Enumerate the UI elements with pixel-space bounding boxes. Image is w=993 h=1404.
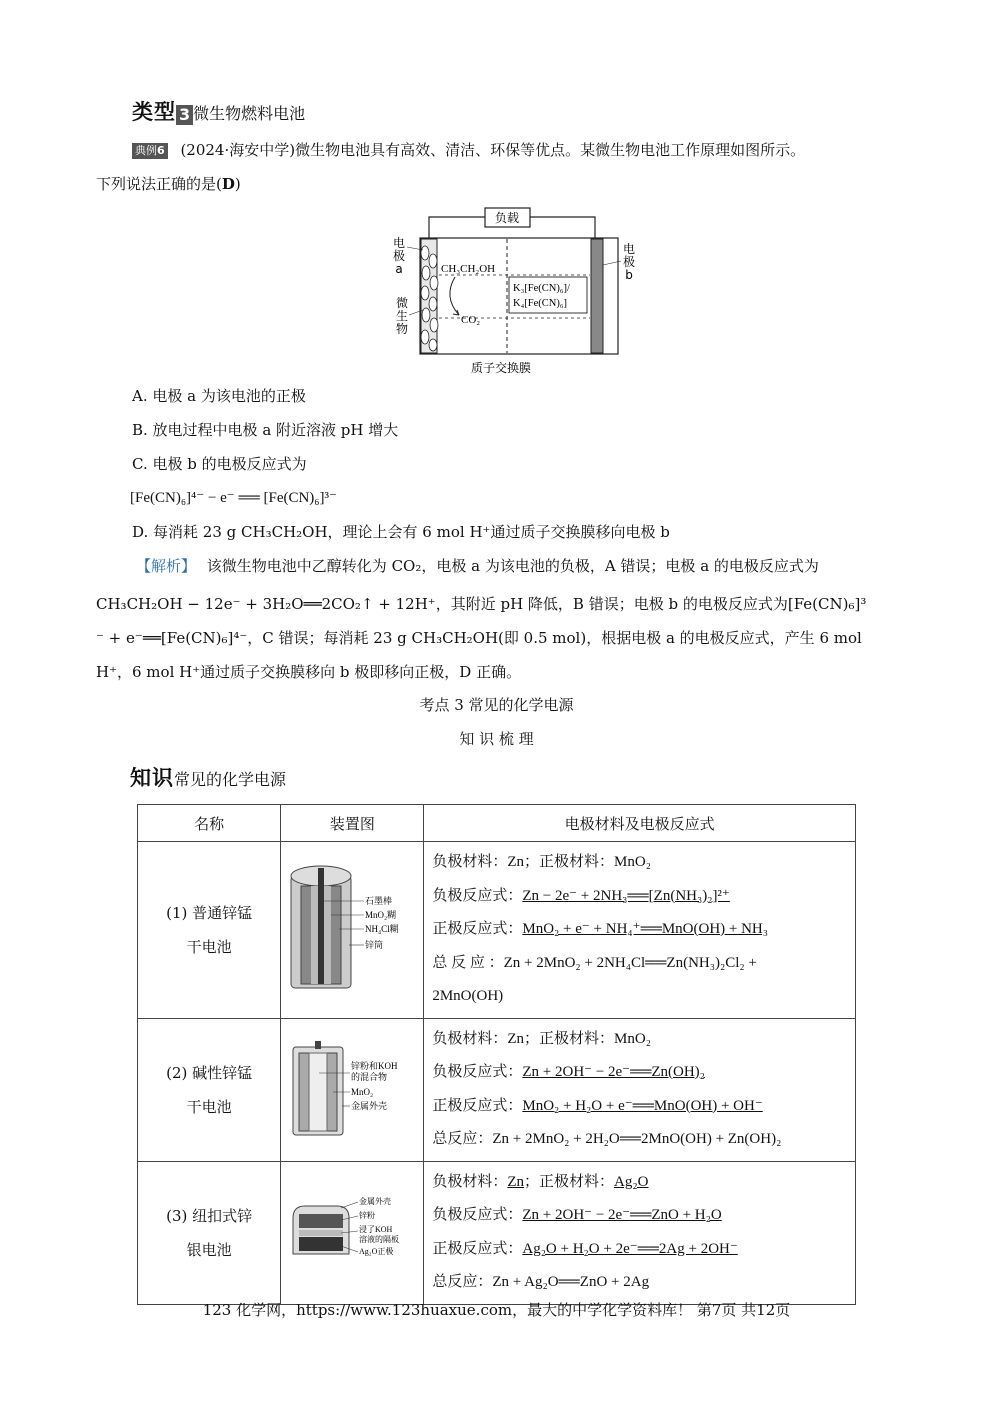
- ethanol-label: CH₃CH₂OH: [441, 263, 496, 275]
- section-big-label: 类型: [132, 99, 176, 124]
- battery-name: (2) 碱性锌锰 干电池: [138, 1018, 281, 1161]
- header-reactions: 电极材料及电极反应式: [424, 805, 856, 842]
- button-cell-figure: [285, 1176, 419, 1286]
- ferrocyanide-label: K₄[Fe(CN)₆]: [513, 298, 567, 309]
- fig-label-mixture: 的混合物: [351, 1071, 388, 1082]
- electrode-a-label-1: 电: [392, 236, 406, 250]
- battery-figure-cell: [281, 1161, 424, 1304]
- analysis-line4: H⁺，6 mol H⁺通过质子交换膜移向 b 极即移向正极，D 正确。: [96, 663, 522, 681]
- example-tag: 典例6: [132, 143, 168, 159]
- fig-label-zinc-can: 锌筒: [365, 939, 384, 950]
- header-figure: 装置图: [281, 805, 424, 842]
- reaction-cell: [424, 1018, 856, 1161]
- page-footer: 123 化学网，https://www.123huaxue.com，最大的中学化学资料库！ 第7页 共12页: [202, 1301, 791, 1319]
- load-label: 负载: [494, 211, 520, 225]
- membrane-label: 质子交换膜: [470, 361, 532, 375]
- knowledge-title: 常见的化学电源: [174, 770, 287, 789]
- electrode-materials: 负极材料：Zn；正极材料：MnO₂: [432, 1030, 651, 1047]
- positive-reaction: 正极反应式：Ag₂O + H₂O + 2e⁻══2Ag + 2OH⁻: [432, 1240, 738, 1257]
- example-stem-line2: 下列说法正确的是(D): [96, 175, 241, 193]
- option-a: A. 电极 a 为该电池的正极: [132, 387, 306, 405]
- fig-label-koh-soaked: 浸了KOH: [359, 1224, 393, 1234]
- total-reaction: 总 反 应 ：Zn + 2MnO₂ + 2NH₄Cl══Zn(NH₃)₂Cl₂ +: [432, 954, 757, 971]
- reaction-cell: [424, 1161, 856, 1304]
- negative-reaction: 负极反应式：Zn − 2e⁻ + 2NH₃══[Zn(NH₃)₂]²⁺: [432, 887, 730, 904]
- battery-name: (1) 普通锌锰 干电池: [138, 842, 281, 1019]
- fig-label-zinc-koh: 锌粉和KOH: [351, 1060, 398, 1071]
- battery-figure-cell: [281, 842, 424, 1019]
- electrode-b-label-2: 极: [622, 255, 636, 269]
- knowledge-big-label: 知识: [130, 765, 174, 790]
- knowledge-review-title: 知 识 梳 理: [459, 730, 534, 748]
- table-row: [138, 1018, 856, 1161]
- microbe-label-3: 物: [395, 322, 409, 336]
- microbe-label-2: 生: [395, 309, 409, 323]
- total-reaction: 总反应：Zn + 2MnO₂ + 2H₂O══2MnO(OH) + Zn(OH)₂: [432, 1131, 782, 1147]
- section-number-badge: 3: [176, 105, 193, 125]
- electrode-materials: 负极材料：Zn；正极材料：MnO₂: [432, 854, 651, 870]
- option-d: D. 每消耗 23 g CH₃CH₂OH，理论上会有 6 mol H⁺通过质子交换膜移向电极 b: [132, 523, 670, 541]
- ferricyanide-label: K₃[Fe(CN)₆]/: [513, 283, 570, 294]
- table-header-row: [138, 805, 856, 842]
- positive-reaction: 正极反应式：MnO₂ + H₂O + e⁻══MnO(OH) + OH⁻: [432, 1097, 763, 1114]
- header-name: 名称: [138, 805, 281, 842]
- section-title: 微生物燃料电池: [193, 104, 306, 123]
- electrode-a-label-3: a: [395, 262, 403, 276]
- positive-reaction: 正极反应式：MnO₂ + e⁻ + NH₄⁺══MnO(OH) + NH₃: [432, 921, 768, 937]
- negative-reaction: 负极反应式：Zn + 2OH⁻ − 2e⁻══Zn(OH)₂: [432, 1064, 705, 1080]
- co2-label: CO₂: [461, 314, 481, 326]
- analysis-line1: [136, 556, 819, 576]
- alkaline-cell-figure: [285, 1033, 419, 1143]
- knowledge-heading: [130, 762, 286, 792]
- total-reaction-cont: 2MnO(OH): [432, 988, 504, 1004]
- electrode-a-label-2: 极: [392, 249, 406, 263]
- option-c-equation: [Fe(CN)₆]⁴⁻ − e⁻ ══ [Fe(CN)₆]³⁻: [130, 490, 337, 506]
- fig-label-metal-shell: 金属外壳: [359, 1196, 392, 1206]
- example-stem-text: (2024·海安中学)微生物电池具有高效、清洁、环保等优点。某微生物电池工作原理如图所示。: [180, 141, 806, 159]
- fig-label-zinc-powder: 锌粉: [359, 1210, 376, 1220]
- battery-table: [137, 804, 856, 1305]
- fig-label-mno2-paste: MnO₂糊: [365, 909, 397, 920]
- reaction-cell: [424, 842, 856, 1019]
- zinc-manganese-dry-cell-figure: [285, 858, 419, 998]
- electrode-materials: 负极材料：Zn；正极材料：Ag₂O: [432, 1173, 649, 1190]
- total-reaction: 总反应：Zn + Ag₂O══ZnO + 2Ag: [432, 1274, 650, 1290]
- example-stem-line1: [132, 140, 805, 160]
- microbe-label-1: 微: [395, 296, 409, 310]
- electrode-b-label-3: b: [625, 268, 633, 282]
- kaodian-title: 考点 3 常见的化学电源: [419, 696, 574, 714]
- fig-label-separator: 溶液的隔板: [359, 1234, 400, 1244]
- battery-name: (3) 纽扣式锌 银电池: [138, 1161, 281, 1304]
- analysis-tag: 【解析】: [136, 557, 197, 575]
- example-answer: D: [221, 175, 235, 193]
- electrode-b-label-1: 电: [622, 242, 636, 256]
- analysis-line2: CH₃CH₂OH − 12e⁻ + 3H₂O══2CO₂↑ + 12H⁺，其附近 pH 降低，B 错误；电极 b 的电极反应式为[Fe(CN)₆]³: [96, 595, 867, 613]
- analysis-line3: ⁻ + e⁻══[Fe(CN)₆]⁴⁻，C 错误；每消耗 23 g CH₃CH₂OH(即 0.5 mol)，根据电极 a 的电极反应式，产生 6 mol: [96, 629, 862, 647]
- electrode-b: [591, 239, 603, 353]
- section-heading: [132, 96, 305, 126]
- analysis-text-1: 该微生物电池中乙醇转化为 CO₂，电极 a 为该电池的负极，A 错误；电极 a 的电极反应式为: [206, 557, 819, 575]
- battery-figure-cell: [281, 1018, 424, 1161]
- table-row: [138, 1161, 856, 1304]
- fig-label-mno2: MnO₂: [351, 1086, 374, 1097]
- negative-reaction: 负极反应式：Zn + 2OH⁻ − 2e⁻══ZnO + H₂O: [432, 1207, 722, 1223]
- table-row: [138, 842, 856, 1019]
- fig-label-ag2o: Ag₂O正极: [359, 1246, 394, 1256]
- microbial-cell-diagram: [385, 205, 650, 380]
- option-b: B. 放电过程中电极 a 附近溶液 pH 增大: [132, 421, 399, 439]
- fig-label-graphite-rod: 石墨棒: [365, 895, 393, 906]
- option-c: C. 电极 b 的电极反应式为: [132, 455, 307, 473]
- fig-label-metal-shell: 金属外壳: [351, 1100, 388, 1111]
- fig-label-nh4cl-paste: NH₄Cl糊: [365, 923, 399, 934]
